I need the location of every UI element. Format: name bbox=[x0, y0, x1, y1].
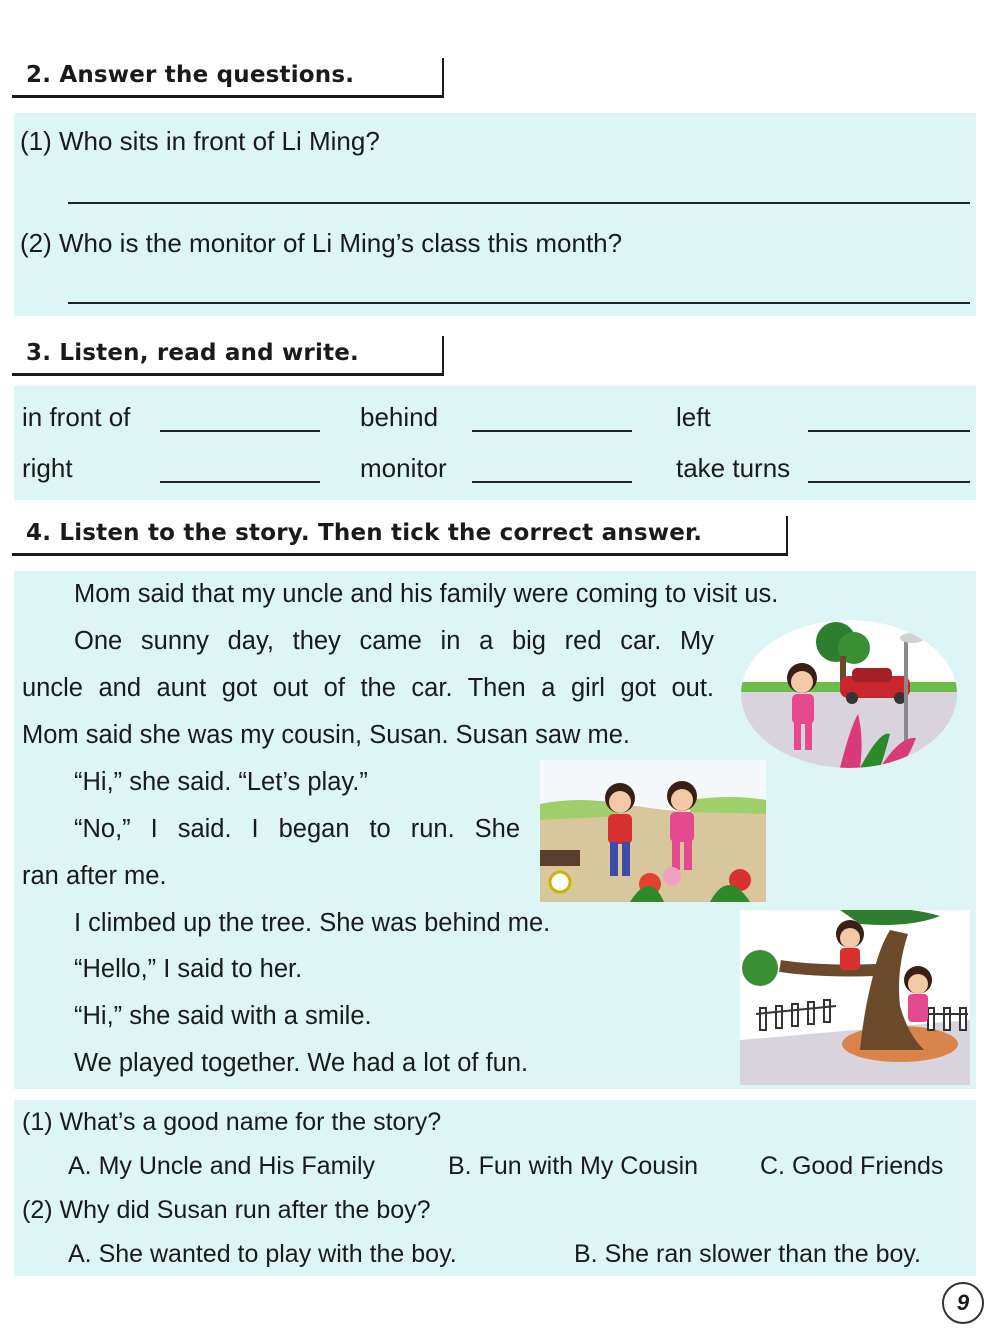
story-line-1: Mom said that my uncle and his family were coming to visit us. bbox=[74, 580, 779, 608]
story-line-6: “No,” I said. I began to run. She bbox=[74, 815, 520, 843]
option-4-2-b[interactable]: B. She ran slower than the boy. bbox=[574, 1240, 921, 1268]
question-4-1: (1) What’s a good name for the story? bbox=[22, 1108, 442, 1136]
word-in-front-of: in front of bbox=[22, 402, 131, 432]
illustration-children-running bbox=[540, 760, 766, 902]
illustration-tree-climbing bbox=[740, 910, 970, 1085]
option-4-1-c[interactable]: C. Good Friends bbox=[760, 1152, 944, 1180]
section-3-heading bbox=[12, 336, 444, 376]
option-4-2-a[interactable]: A. She wanted to play with the boy. bbox=[68, 1240, 457, 1268]
story-line-8: I climbed up the tree. She was behind me. bbox=[74, 909, 551, 937]
word-blank-in-front-of[interactable] bbox=[160, 430, 320, 432]
word-blank-left[interactable] bbox=[808, 430, 970, 432]
story-line-7: ran after me. bbox=[22, 862, 167, 890]
option-4-1-b[interactable]: B. Fun with My Cousin bbox=[448, 1152, 699, 1180]
illustration-girl-and-car bbox=[740, 618, 958, 770]
section-2-title: 2. Answer the questions. bbox=[26, 62, 355, 88]
word-left: left bbox=[676, 402, 711, 432]
story-line-3: uncle and aunt got out of the car. Then a girl got out. bbox=[22, 674, 714, 702]
story-line-9: “Hello,” I said to her. bbox=[74, 955, 303, 983]
story-line-4: Mom said she was my cousin, Susan. Susan saw me. bbox=[22, 721, 631, 749]
word-take-turns: take turns bbox=[676, 453, 791, 483]
question-2-2: (2) Who is the monitor of Li Ming’s class this month? bbox=[20, 228, 623, 258]
word-blank-take-turns[interactable] bbox=[808, 481, 970, 483]
section-4-title: 4. Listen to the story. Then tick the correct answer. bbox=[26, 520, 703, 546]
section-2-heading bbox=[12, 58, 444, 98]
question-2-1: (1) Who sits in front of Li Ming? bbox=[20, 126, 380, 156]
answer-line-2-1[interactable] bbox=[68, 202, 970, 204]
story-line-10: “Hi,” she said with a smile. bbox=[74, 1002, 372, 1030]
word-right: right bbox=[22, 453, 73, 483]
word-blank-right[interactable] bbox=[160, 481, 320, 483]
word-blank-behind[interactable] bbox=[472, 430, 632, 432]
word-behind: behind bbox=[360, 402, 439, 432]
question-4-2: (2) Why did Susan run after the boy? bbox=[22, 1196, 431, 1224]
section-4-heading bbox=[12, 516, 788, 556]
word-blank-monitor[interactable] bbox=[472, 481, 632, 483]
option-4-1-a[interactable]: A. My Uncle and His Family bbox=[68, 1152, 376, 1180]
story-line-11: We played together. We had a lot of fun. bbox=[74, 1049, 529, 1077]
page-number: 9 bbox=[942, 1282, 984, 1324]
answer-line-2-2[interactable] bbox=[68, 302, 970, 304]
section-3-title: 3. Listen, read and write. bbox=[26, 340, 359, 366]
story-line-5: “Hi,” she said. “Let’s play.” bbox=[74, 768, 368, 796]
word-monitor: monitor bbox=[360, 453, 447, 483]
story-line-2: One sunny day, they came in a big red car. My bbox=[74, 627, 714, 655]
